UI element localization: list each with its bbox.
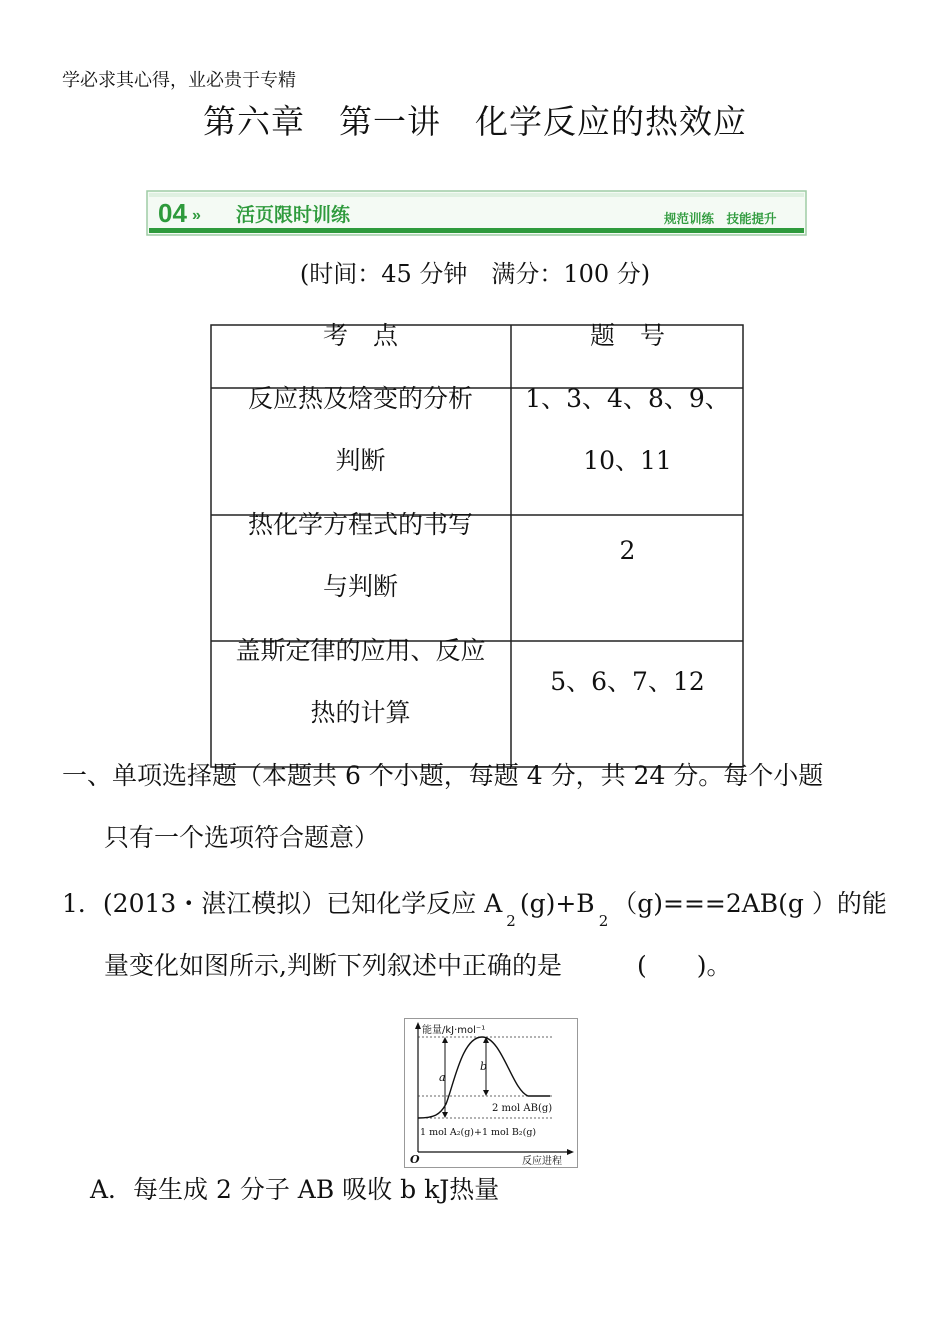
- question-1-line2: 量变化如图所示,判断下列叙述中正确的是 ( )。: [104, 951, 732, 980]
- banner-right-label: 规范训练 技能提升: [664, 211, 777, 226]
- table-row-numbers: 10、11: [583, 446, 672, 475]
- figure-origin: O: [410, 1153, 420, 1166]
- option-a: A．每生成 2 分子 AB 吸收 b kJ热量: [90, 1175, 500, 1204]
- table-row-numbers: 1、3、4、8、9、: [525, 384, 730, 413]
- banner-badge: 04: [158, 198, 187, 228]
- table-row-topic: 判断: [335, 446, 386, 475]
- question-1-mid: (g)+B: [519, 889, 595, 918]
- figure-ylabel: 能量/kJ·mol⁻¹: [422, 1025, 486, 1036]
- question-1-suffix: （g)===2AB(g ）的能: [612, 889, 887, 918]
- table-header-number: 题 号: [589, 321, 665, 350]
- banner-arrow: »: [192, 207, 201, 224]
- figure-product-label: 2 mol AB(g): [492, 1103, 553, 1114]
- page-title: 第六章 第一讲 化学反应的热效应: [203, 102, 747, 141]
- table-row-topic: 热的计算: [310, 698, 411, 727]
- table-row-numbers: 5、6、7、12: [550, 667, 705, 696]
- question-1-prefix: 1．(2013・湛江模拟）已知化学反应 A: [62, 889, 503, 918]
- table-header-topic: 考 点: [322, 321, 398, 350]
- figure-xlabel: 反应进程: [522, 1156, 562, 1167]
- time-score-line: (时间：45 分钟 满分：100 分): [299, 260, 651, 288]
- figure-reactant-label: 1 mol A₂(g)+1 mol B₂(g): [420, 1127, 537, 1138]
- table-row-topic: 与判断: [322, 572, 398, 601]
- energy-diagram: [404, 1018, 578, 1168]
- topic-table: [210, 321, 744, 768]
- page-motto: 学必求其心得，业必贵于专精: [62, 70, 296, 91]
- section-heading-cont: 只有一个选项符合题意）: [104, 823, 380, 852]
- figure-label-b: b: [480, 1060, 488, 1073]
- table-row-topic: 热化学方程式的书写: [247, 510, 473, 539]
- subscript: 2: [598, 912, 609, 930]
- subscript: 2: [506, 912, 516, 930]
- table-row-numbers: 2: [619, 536, 636, 565]
- banner-label: 活页限时训练: [236, 204, 351, 226]
- table-row-topic: 反应热及焓变的分析: [247, 384, 473, 413]
- question-1: [62, 884, 887, 930]
- section-banner: [146, 190, 807, 236]
- table-row-topic: 盖斯定律的应用、反应: [235, 636, 486, 665]
- section-heading: 一、单项选择题（本题共 6 个小题，每题 4 分，共 24 分。每个小题: [62, 761, 824, 790]
- figure-label-a: a: [439, 1071, 446, 1084]
